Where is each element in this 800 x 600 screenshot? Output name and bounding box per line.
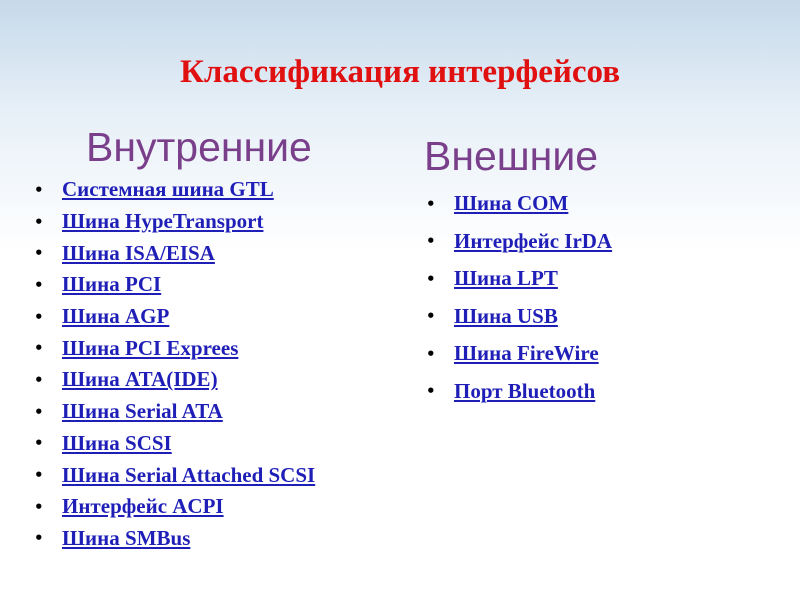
bullet-icon: •: [34, 307, 44, 326]
list-item: [34, 301, 315, 333]
bullet-icon: •: [34, 434, 44, 453]
interface-link[interactable]: Интерфейс IrDA: [454, 228, 613, 253]
interface-link[interactable]: Шина AGP: [62, 304, 170, 329]
bullet-icon: •: [34, 370, 44, 389]
internal-interfaces-list: [34, 174, 315, 554]
external-heading: Внешние: [424, 133, 599, 179]
list-item: [34, 269, 315, 301]
list-item: [426, 223, 612, 261]
interface-link[interactable]: Шина SMBus: [62, 525, 191, 550]
list-item: [426, 298, 612, 336]
internal-heading: Внутренние: [86, 124, 312, 170]
interface-link[interactable]: Шина Serial Attached SCSI: [62, 462, 316, 487]
interface-link[interactable]: Шина HypeTransport: [62, 209, 264, 234]
interface-link[interactable]: Шина PCI Exprees: [62, 335, 239, 360]
bullet-icon: •: [426, 194, 436, 213]
bullet-icon: •: [34, 529, 44, 548]
interface-link[interactable]: Шина USB: [454, 303, 558, 328]
interface-link[interactable]: Порт Bluetooth: [454, 378, 596, 403]
interface-link[interactable]: Шина Serial ATA: [62, 399, 223, 424]
list-item: [34, 523, 315, 555]
bullet-icon: •: [426, 382, 436, 401]
interface-link[interactable]: Шина PCI: [62, 272, 162, 297]
bullet-icon: •: [34, 339, 44, 358]
bullet-icon: •: [34, 212, 44, 231]
list-item: [34, 491, 315, 523]
list-item: [34, 364, 315, 396]
bullet-icon: •: [426, 307, 436, 326]
list-item: [426, 335, 612, 373]
bullet-icon: •: [426, 269, 436, 288]
interface-link[interactable]: Шина ATA(IDE): [62, 367, 218, 392]
list-item: [34, 332, 315, 364]
bullet-icon: •: [34, 180, 44, 199]
list-item: [34, 237, 315, 269]
list-item: [426, 185, 612, 223]
bullet-icon: •: [426, 344, 436, 363]
bullet-icon: •: [34, 466, 44, 485]
list-item: [34, 206, 315, 238]
bullet-icon: •: [426, 232, 436, 251]
interface-link[interactable]: Системная шина GTL: [62, 177, 274, 202]
interface-link[interactable]: Интерфейс ACPI: [62, 494, 224, 519]
list-item: [34, 174, 315, 206]
list-item: [34, 459, 315, 491]
interface-link[interactable]: Шина COM: [454, 191, 569, 216]
interface-link[interactable]: Шина FireWire: [454, 341, 599, 366]
bullet-icon: •: [34, 244, 44, 263]
bullet-icon: •: [34, 497, 44, 516]
list-item: [34, 428, 315, 460]
external-interfaces-list: [426, 185, 612, 410]
bullet-icon: •: [34, 275, 44, 294]
interface-link[interactable]: Шина SCSI: [62, 430, 172, 455]
list-item: [426, 260, 612, 298]
list-item: [426, 373, 612, 411]
slide-title: Классификация интерфейсов: [179, 54, 621, 90]
interface-link[interactable]: Шина LPT: [454, 266, 558, 291]
list-item: [34, 396, 315, 428]
bullet-icon: •: [34, 402, 44, 421]
interface-link[interactable]: Шина ISA/EISA: [62, 240, 215, 265]
